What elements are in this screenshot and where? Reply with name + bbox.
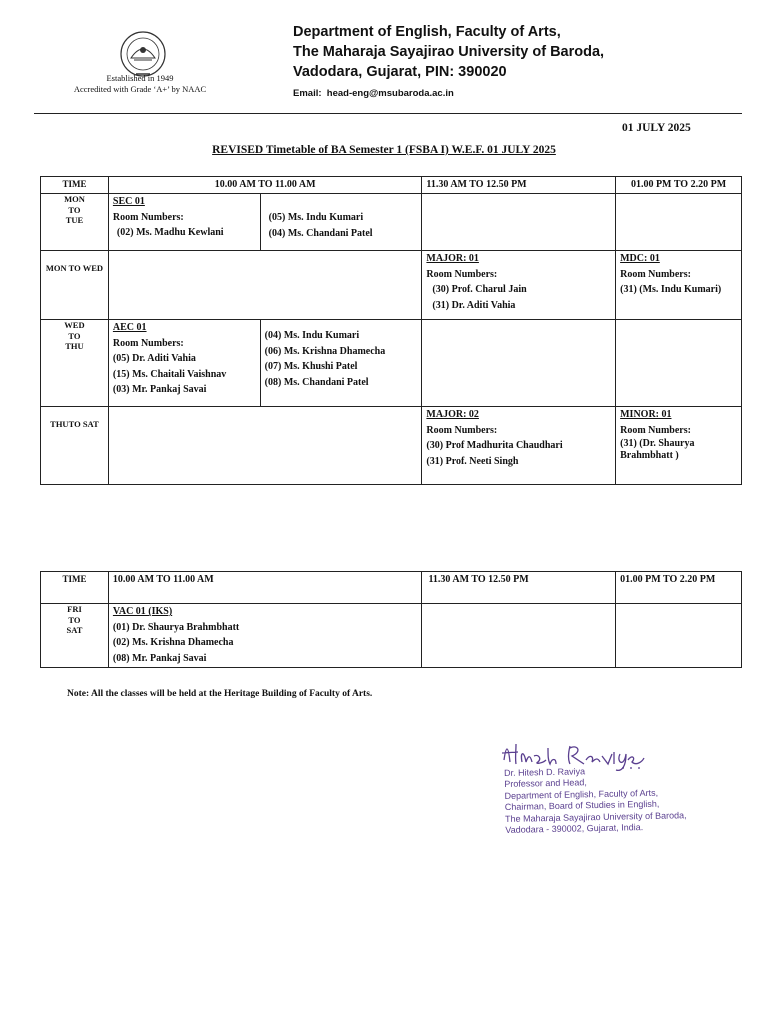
room-entry: Brahmbhatt ) — [620, 450, 679, 461]
established-text: Established in 1949 — [106, 73, 174, 83]
course-code: AEC 01 — [112, 322, 147, 333]
course-code: VAC 01 (IKS) — [112, 606, 173, 617]
note-text: Note: All the classes will be held at the Heritage Building of Faculty of Arts. — [67, 689, 373, 699]
header-slot-1: 10.00 AM TO 11.00 AM — [108, 177, 422, 194]
aec-cell-right — [260, 320, 422, 407]
heading-line-2: The Maharaja Sayajirao University of Baroda, — [293, 44, 605, 60]
signature-block — [504, 764, 687, 836]
room-entry: (05) Ms. Indu Kumari — [268, 212, 364, 223]
table-header-row — [41, 572, 742, 604]
empty-cell — [108, 251, 422, 320]
aec-cell-left — [108, 320, 260, 407]
room-entry: (04) Ms. Indu Kumari — [264, 330, 360, 341]
timetable-main — [40, 176, 742, 485]
room-entry: (31) Prof. Neeti Singh — [426, 455, 519, 467]
table-header-row — [41, 177, 742, 194]
day-text: MON — [64, 194, 85, 204]
minor-01-cell — [616, 407, 742, 485]
heading-line-3: Vadodara, Gujarat, PIN: 390020 — [293, 64, 507, 80]
major-01-cell — [422, 251, 616, 320]
room-entry: (31) (Dr. Shaurya — [620, 438, 695, 449]
heading-line-1: Department of English, Faculty of Arts, — [293, 24, 561, 40]
day-text: WED — [64, 320, 85, 330]
table-row — [41, 320, 742, 407]
day-text: FRI — [67, 604, 82, 614]
course-code: MINOR: 01 — [620, 409, 672, 420]
header-slot-2: 11.30 AM TO 12.50 PM — [422, 572, 616, 604]
room-entry: (02) Ms. Madhu Kewlani — [116, 227, 224, 238]
table-row — [41, 251, 742, 320]
room-entry: (01) Dr. Shaurya Brahmbhatt — [112, 621, 240, 633]
table-row — [41, 407, 742, 485]
header-slot-1: 10.00 AM TO 11.00 AM — [108, 572, 422, 604]
day-text: TO — [68, 614, 81, 625]
rooms-label: Room Numbers: — [620, 424, 691, 436]
header-divider — [34, 113, 742, 114]
signatory-line: Chairman, Board of Studies in English, — [504, 798, 660, 813]
day-cell — [41, 604, 109, 668]
day-cell — [41, 320, 109, 407]
document-date: 01 JULY 2025 — [622, 122, 691, 134]
course-code: MAJOR: 02 — [426, 409, 479, 420]
signatory-line: Professor and Head, — [504, 777, 587, 790]
room-entry: (03) Mr. Pankaj Savai — [112, 384, 207, 395]
day-text: SAT — [66, 625, 83, 635]
email-label: Email: — [293, 88, 322, 99]
course-code: SEC 01 — [112, 196, 145, 207]
room-entry: (02) Ms. Krishna Dhamecha — [112, 637, 234, 648]
empty-cell — [108, 407, 422, 485]
establishment-info — [40, 73, 240, 95]
room-entry: (07) Ms. Khushi Patel — [264, 361, 358, 372]
header-time: TIME — [41, 572, 109, 604]
sec-cell-right — [260, 194, 422, 251]
day-cell — [41, 251, 109, 320]
accreditation-text: Accredited with Grade ‘A+’ by NAAC — [73, 84, 207, 94]
header-slot-3: 01.00 PM TO 2.20 PM — [616, 572, 742, 604]
header-time: TIME — [41, 177, 109, 194]
day-text: TO — [68, 204, 81, 215]
rooms-label: Room Numbers: — [620, 268, 691, 280]
rooms-label: Room Numbers: — [426, 268, 498, 280]
room-entry: (04) Ms. Chandani Patel — [268, 227, 373, 239]
rooms-label: Room Numbers: — [112, 337, 184, 349]
empty-cell — [616, 320, 742, 407]
timetable-title — [0, 144, 768, 156]
room-entry: (05) Dr. Aditi Vahia — [112, 353, 196, 364]
header-slot-3: 01.00 PM TO 2.20 PM — [616, 177, 742, 194]
day-text: THU — [65, 341, 84, 351]
day-cell — [41, 407, 109, 485]
signatory-line: Department of English, Faculty of Arts, — [504, 787, 659, 801]
signatory-line: Dr. Hitesh D. Raviya — [504, 766, 586, 778]
room-entry: (31) (Ms. Indu Kumari) — [620, 284, 722, 295]
day-text: TO — [68, 330, 81, 341]
vac-cell — [108, 604, 422, 668]
email-address[interactable]: head-eng@msubaroda.ac.in — [326, 88, 454, 99]
signatory-line: Vadodara - 390002, Gujarat, India. — [505, 822, 644, 836]
sec-cell-left — [108, 194, 260, 251]
day-text: THUTO SAT — [50, 419, 99, 429]
room-entry: (30) Prof Madhurita Chaudhari — [426, 440, 563, 451]
room-entry: (08) Mr. Pankaj Savai — [112, 652, 207, 664]
day-text: MON TO WED — [45, 263, 104, 273]
room-entry: (30) Prof. Charul Jain — [432, 284, 527, 295]
table-row — [41, 604, 742, 668]
room-entry: (08) Ms. Chandani Patel — [264, 376, 369, 388]
course-code: MAJOR: 01 — [426, 253, 479, 264]
empty-cell — [616, 604, 742, 668]
empty-cell — [422, 194, 616, 251]
timetable-title-text: REVISED Timetable of BA Semester 1 (FSBA I) W.E.F. 01 JULY 2025 — [212, 144, 556, 156]
empty-cell — [422, 320, 616, 407]
table-row — [41, 194, 742, 251]
empty-cell — [616, 194, 742, 251]
day-cell — [41, 194, 109, 251]
timetable-friday — [40, 571, 742, 668]
course-code: MDC: 01 — [620, 253, 660, 264]
major-02-cell — [422, 407, 616, 485]
signatory-line: The Maharaja Sayajirao University of Baroda, — [504, 809, 687, 824]
rooms-label: Room Numbers: — [112, 211, 184, 223]
department-heading — [293, 22, 604, 82]
email-line — [293, 88, 454, 99]
mdc-01-cell — [616, 251, 742, 320]
day-text: TUE — [65, 215, 84, 225]
room-entry: (31) Dr. Aditi Vahia — [432, 299, 516, 311]
empty-cell — [422, 604, 616, 668]
room-entry: (06) Ms. Krishna Dhamecha — [264, 345, 386, 357]
rooms-label: Room Numbers: — [426, 424, 498, 436]
header-slot-2: 11.30 AM TO 12.50 PM — [422, 177, 616, 194]
room-entry: (15) Ms. Chaitali Vaishnav — [112, 368, 227, 380]
